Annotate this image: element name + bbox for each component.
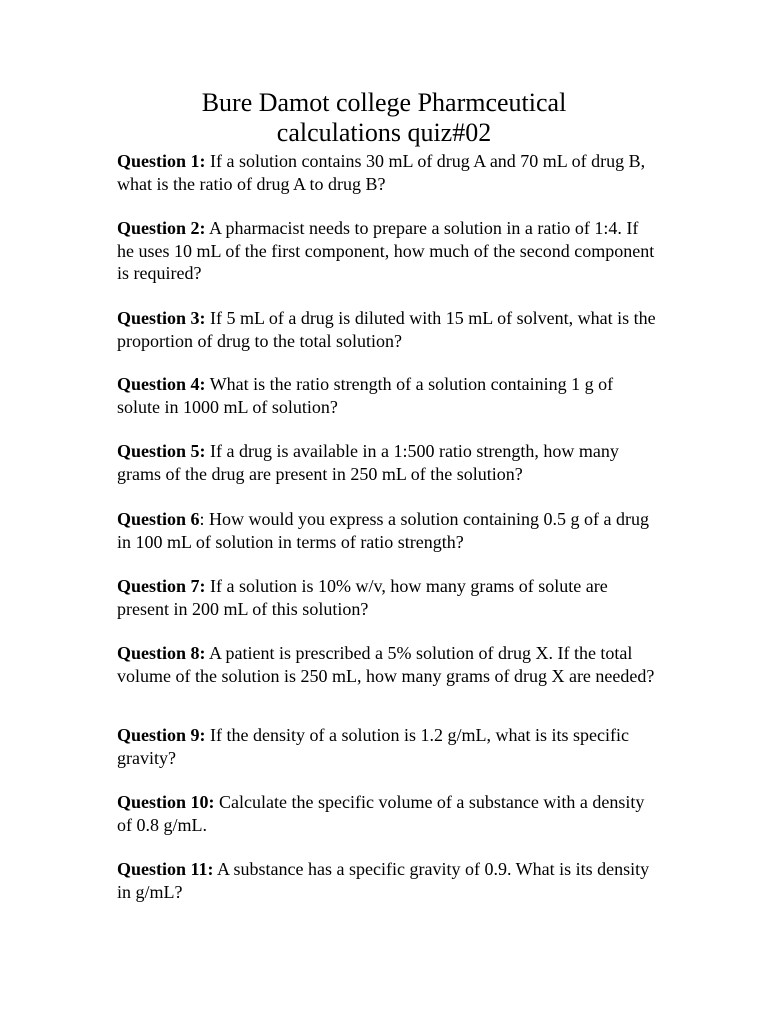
question-label: Question 7: — [117, 576, 206, 596]
question-4 — [117, 373, 657, 418]
question-text: Calculate the specific volume of a substance with a density of 0.8 g/mL. — [117, 792, 645, 835]
question-label: Question 11: — [117, 859, 214, 879]
question-text: : How would you express a solution containing 0.5 g of a drug in 100 mL of solution in terms of ratio strength? — [117, 509, 649, 552]
title-line-1: Bure Damot college Pharmceutical — [201, 88, 567, 117]
question-label: Question 5: — [117, 441, 206, 461]
question-8 — [117, 642, 657, 687]
question-2 — [117, 217, 657, 285]
question-label: Question 8: — [117, 643, 206, 663]
question-1 — [117, 150, 657, 195]
question-text: If a solution is 10% w/v, how many grams of solute are present in 200 mL of this solution? — [117, 576, 608, 619]
question-text: If the density of a solution is 1.2 g/mL, what is its specific gravity? — [117, 725, 629, 768]
question-9 — [117, 724, 657, 769]
question-text: A pharmacist needs to prepare a solution in a ratio of 1:4. If he uses 10 mL of the first component, how much of the second component is required? — [117, 218, 655, 283]
question-text: If a solution contains 30 mL of drug A and 70 mL of drug B, what is the ratio of drug A to drug B? — [117, 151, 646, 194]
question-label: Question 1: — [117, 151, 206, 171]
question-label: Question 6 — [117, 509, 200, 529]
document-title — [150, 88, 618, 148]
question-text: What is the ratio strength of a solution containing 1 g of solute in 1000 mL of solution? — [117, 374, 614, 417]
question-3 — [117, 307, 657, 352]
question-text: A patient is prescribed a 5% solution of drug X. If the total volume of the solution is 250 mL, how many grams of drug X are needed? — [117, 643, 655, 686]
question-10 — [117, 791, 657, 836]
question-label: Question 9: — [117, 725, 206, 745]
question-11 — [117, 858, 657, 903]
question-label: Question 2: — [117, 218, 206, 238]
question-6 — [117, 508, 657, 553]
question-text: If 5 mL of a drug is diluted with 15 mL of solvent, what is the proportion of drug to the total solution? — [117, 308, 656, 351]
question-label: Question 4: — [117, 374, 206, 394]
question-label: Question 3: — [117, 308, 206, 328]
question-text: If a drug is available in a 1:500 ratio strength, how many grams of the drug are present in 250 mL of the solution? — [117, 441, 619, 484]
question-5 — [117, 440, 657, 485]
question-7 — [117, 575, 657, 620]
question-label: Question 10: — [117, 792, 215, 812]
title-line-2: calculations quiz#02 — [276, 118, 492, 147]
question-text: A substance has a specific gravity of 0.9. What is its density in g/mL? — [117, 859, 650, 902]
